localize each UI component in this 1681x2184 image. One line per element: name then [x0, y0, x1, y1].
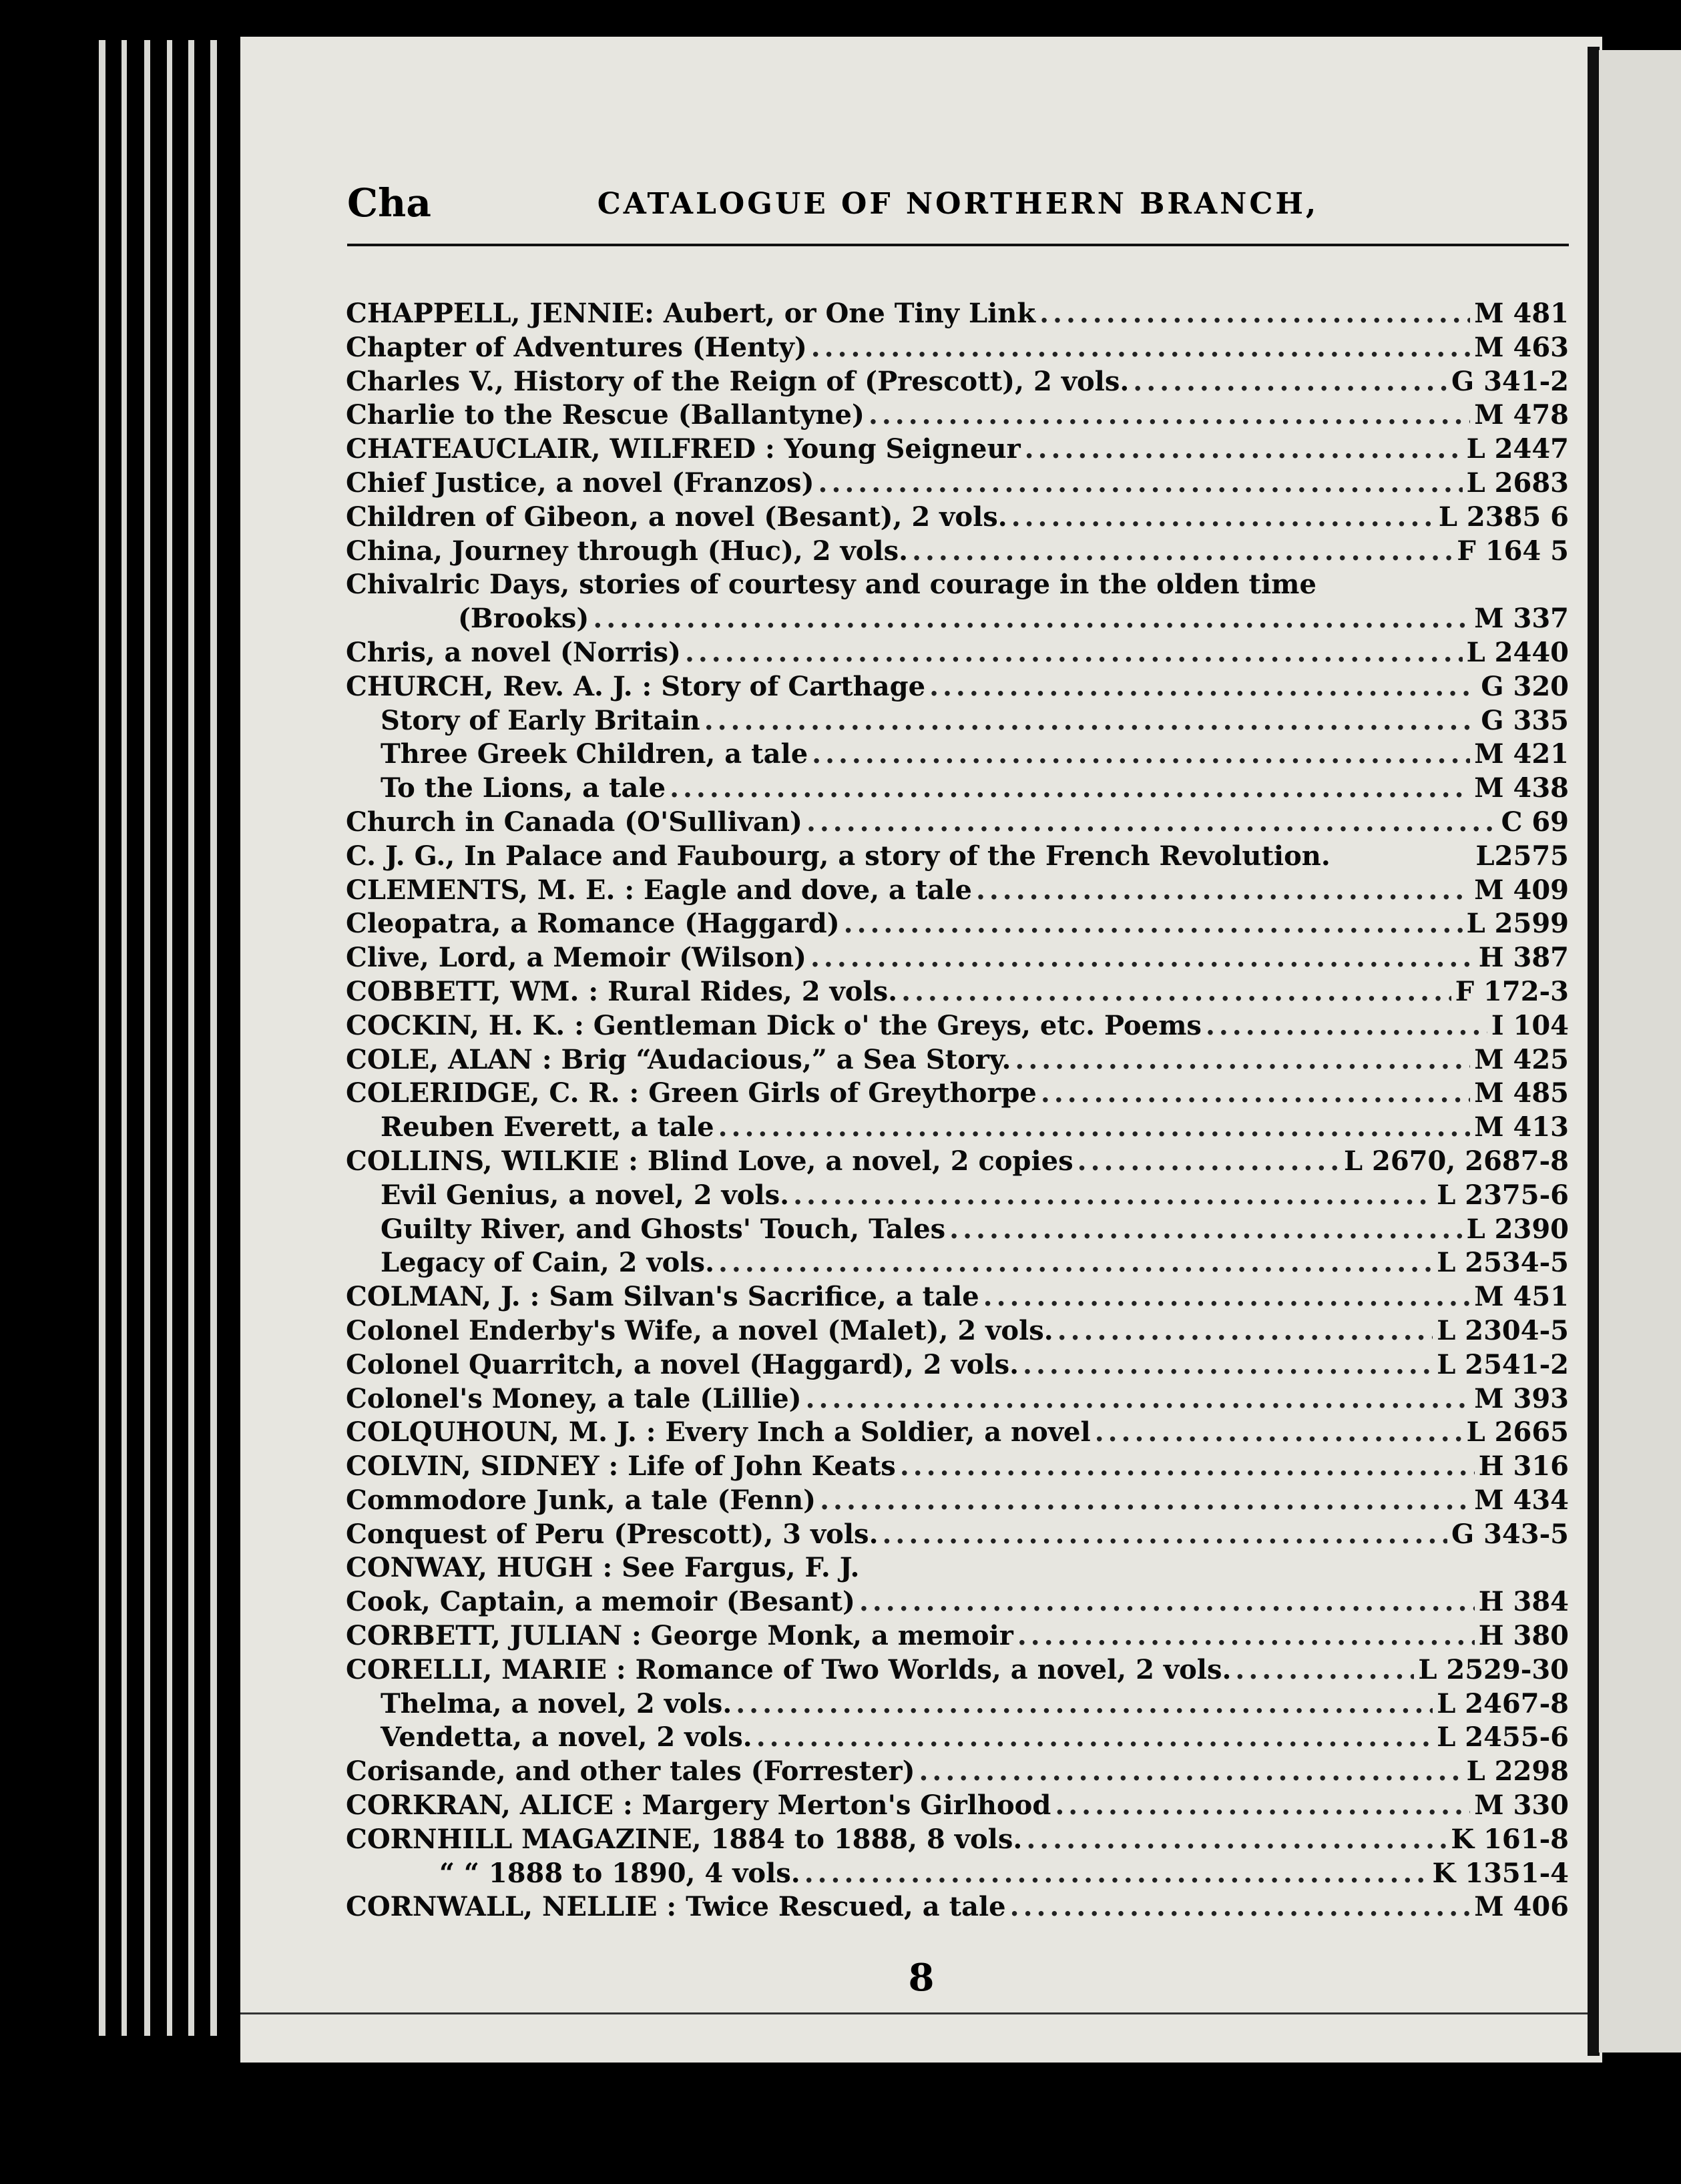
- shelf-number: K 1351-4: [1432, 1857, 1569, 1889]
- shelf-number: M 478: [1474, 399, 1569, 431]
- shelf-number: L 2390: [1466, 1213, 1569, 1245]
- shelf-number: L 2304-5: [1437, 1314, 1569, 1346]
- catalogue-entry: [346, 1755, 1569, 1789]
- catalogue-entry: [346, 1009, 1569, 1043]
- dot-leader: [929, 670, 1477, 704]
- catalogue-entry: [346, 331, 1569, 365]
- entry-title: Cook, Captain, a memoir (Besant): [346, 1586, 855, 1618]
- shelf-number: L 2298: [1466, 1755, 1569, 1788]
- entry-title: Clive, Lord, a Memoir (Wilson): [346, 942, 806, 974]
- entry-title: Church in Canada (O'Sullivan): [346, 806, 802, 838]
- catalogue-entry: [346, 1789, 1569, 1823]
- shelf-number: L 2670, 2687-8: [1344, 1145, 1569, 1177]
- entry-title: COLQUHOUN, M. J. : Every Inch a Soldier, a novel: [346, 1416, 1091, 1448]
- dot-leader: [1010, 1890, 1471, 1924]
- shelf-number: M 421: [1474, 738, 1569, 770]
- entry-title: Vendetta, a novel, 2 vols.: [381, 1721, 752, 1753]
- dot-leader: [1017, 1619, 1475, 1653]
- catalogue-entry: [346, 1721, 1569, 1755]
- shelf-number: L 2440: [1466, 636, 1569, 668]
- dot-leader: [1206, 1009, 1487, 1043]
- shelf-number: G 320: [1481, 670, 1569, 702]
- shelf-number: L 2385 6: [1438, 501, 1569, 533]
- entry-title: Guilty River, and Ghosts' Touch, Tales: [381, 1213, 946, 1245]
- dot-leader: [919, 1755, 1463, 1789]
- entry-title: CHATEAUCLAIR, WILFRED : Young Seigneur: [346, 433, 1021, 465]
- shelf-number: M 451: [1474, 1281, 1569, 1313]
- dot-leader: [869, 398, 1470, 433]
- catalogue-entry: [346, 297, 1569, 331]
- catalogue-entry: [346, 1551, 1569, 1585]
- dot-leader: [883, 1518, 1447, 1552]
- catalogue-entry: [346, 1823, 1569, 1857]
- shelf-number: M 413: [1474, 1111, 1569, 1143]
- catalogue-entry: [346, 738, 1569, 772]
- dot-leader: [718, 1111, 1471, 1145]
- entry-title: Reuben Everett, a tale: [381, 1111, 714, 1143]
- shelf-number: L 2529-30: [1418, 1653, 1569, 1685]
- shelf-number: G 335: [1481, 704, 1569, 736]
- shelf-number: H 384: [1478, 1586, 1569, 1618]
- dot-leader: [1041, 1077, 1470, 1111]
- dot-leader: [736, 1687, 1433, 1721]
- catalogue-entry: [346, 941, 1569, 975]
- header-rule: [347, 244, 1569, 246]
- entry-title: Children of Gibeon, a novel (Besant), 2 vols.: [346, 501, 1007, 533]
- entry-title: C. J. G., In Palace and Faubourg, a story of the French Revolution.: [346, 840, 1331, 872]
- dot-leader: [793, 1179, 1433, 1213]
- shelf-number: F 172-3: [1455, 975, 1569, 1007]
- shelf-number: G 341-2: [1451, 365, 1569, 397]
- entry-title: COLE, ALAN : Brig “Audacious,” a Sea Story.: [346, 1043, 1011, 1075]
- entry-title: Chivalric Days, stories of courtesy and courage in the olden time: [346, 569, 1316, 601]
- shelf-number: H 387: [1478, 942, 1569, 974]
- catalogue-entry: [346, 568, 1569, 602]
- shelf-number: L 2599: [1466, 908, 1569, 940]
- dot-leader: [900, 1450, 1475, 1484]
- shelf-number: M 481: [1474, 298, 1569, 329]
- entry-title: Chris, a novel (Norris): [346, 636, 681, 668]
- entry-title: CONWAY, HUGH : See Fargus, F. J.: [346, 1552, 860, 1584]
- shelf-number: M 425: [1474, 1043, 1569, 1075]
- catalogue-entry: [346, 1382, 1569, 1416]
- shelf-number: G 343-5: [1451, 1518, 1569, 1550]
- dot-leader: [1095, 1416, 1463, 1450]
- entry-title: Colonel Quarritch, a novel (Haggard), 2 vols.: [346, 1348, 1019, 1380]
- entry-title: CLEMENTS, M. E. : Eagle and dove, a tale: [346, 874, 972, 906]
- dot-leader: [718, 1246, 1433, 1280]
- dot-leader: [901, 975, 1451, 1009]
- entry-title: COLMAN, J. : Sam Silvan's Sacrifice, a tale: [346, 1281, 979, 1313]
- catalogue-entry: [346, 636, 1569, 670]
- page-gutter: [1588, 47, 1600, 2056]
- catalogue-entry: [346, 704, 1569, 738]
- entry-title: Story of Early Britain: [381, 704, 700, 736]
- entry-title: Thelma, a novel, 2 vols.: [381, 1687, 732, 1719]
- catalogue-entry: [346, 398, 1569, 433]
- shelf-number: M 330: [1474, 1790, 1569, 1822]
- entry-title: CHURCH, Rev. A. J. : Story of Carthage: [346, 670, 926, 702]
- catalogue-entry: [346, 1043, 1569, 1077]
- catalogue-entry: [346, 907, 1569, 941]
- shelf-number: M 485: [1474, 1077, 1569, 1109]
- entry-title: COLLINS, WILKIE : Blind Love, a novel, 2 copies: [346, 1145, 1073, 1177]
- shelf-number: L 2541-2: [1437, 1348, 1569, 1380]
- catalogue-entry: [346, 1857, 1569, 1891]
- dot-leader: [670, 772, 1470, 806]
- entry-title: Evil Genius, a novel, 2 vols.: [381, 1179, 790, 1211]
- catalogue-entry: [346, 975, 1569, 1009]
- entry-title: Three Greek Children, a tale: [381, 738, 808, 770]
- shelf-number: L 2683: [1466, 467, 1569, 499]
- entry-title: CHAPPELL, JENNIE: Aubert, or One Tiny Link: [346, 298, 1036, 329]
- catalogue-entry: [346, 1416, 1569, 1450]
- entry-title: Chapter of Adventures (Henty): [346, 331, 807, 363]
- entry-title: Legacy of Cain, 2 vols.: [381, 1247, 714, 1279]
- shelf-number: K 161-8: [1451, 1823, 1569, 1855]
- catalogue-entry: [346, 1213, 1569, 1247]
- catalogue-entry: [346, 1077, 1569, 1111]
- dot-leader: [1133, 365, 1447, 399]
- catalogue-entry: [346, 1619, 1569, 1653]
- dot-leader: [756, 1721, 1433, 1755]
- bottom-rule: [240, 2012, 1602, 2014]
- dot-leader: [1235, 1653, 1414, 1687]
- shelf-number: L 2447: [1466, 433, 1569, 465]
- dot-leader: [859, 1585, 1475, 1619]
- entry-title: Charles V., History of the Reign of (Prescott), 2 vols.: [346, 365, 1130, 397]
- shelf-number: M 434: [1474, 1484, 1569, 1516]
- entry-title: China, Journey through (Huc), 2 vols.: [346, 535, 909, 567]
- page-title: CATALOGUE OF NORTHERN BRANCH,: [597, 187, 1319, 221]
- catalogue-entry: [346, 1179, 1569, 1213]
- catalogue-entry: [346, 1585, 1569, 1619]
- dot-leader: [593, 602, 1470, 636]
- entry-title: COLERIDGE, C. R. : Green Girls of Greythorpe: [346, 1077, 1037, 1109]
- page-header: [347, 180, 1569, 254]
- dot-leader: [1026, 1823, 1447, 1857]
- shelf-number: L 2665: [1466, 1416, 1569, 1448]
- dot-leader: [912, 535, 1453, 569]
- entry-title: CORNWALL, NELLIE : Twice Rescued, a tale: [346, 1891, 1006, 1923]
- entry-title: Chief Justice, a novel (Franzos): [346, 467, 814, 499]
- entry-title: CORNHILL MAGAZINE, 1884 to 1888, 8 vols.: [346, 1823, 1023, 1855]
- catalogue-entry: [346, 806, 1569, 840]
- dot-leader: [1011, 501, 1435, 535]
- entry-title: (Brooks): [458, 603, 589, 635]
- catalogue-entry: [346, 1518, 1569, 1552]
- shelf-number: M 409: [1474, 874, 1569, 906]
- shelf-number: M 393: [1474, 1382, 1569, 1414]
- entry-title: COBBETT, WM. : Rural Rides, 2 vols.: [346, 975, 898, 1007]
- dot-leader: [1023, 1348, 1433, 1382]
- entry-title: To the Lions, a tale: [381, 772, 666, 804]
- catalogue-entry: [346, 1653, 1569, 1687]
- shelf-number: M 463: [1474, 331, 1569, 363]
- catalogue-entry: [346, 501, 1569, 535]
- shelf-number: L 2375-6: [1437, 1179, 1569, 1211]
- entry-title: “ “ 1888 to 1890, 4 vols.: [439, 1857, 800, 1889]
- shelf-number: C 69: [1501, 806, 1569, 838]
- shelf-number: L 2467-8: [1437, 1687, 1569, 1719]
- shelf-number: H 316: [1478, 1450, 1569, 1482]
- catalogue-page: [240, 37, 1602, 2063]
- dot-leader: [1055, 1789, 1470, 1823]
- catalogue-entry: [346, 1890, 1569, 1924]
- entry-title: CORBETT, JULIAN : George Monk, a memoir: [346, 1620, 1013, 1652]
- dot-leader: [976, 874, 1470, 908]
- shelf-number: L 2534-5: [1437, 1247, 1569, 1279]
- dot-leader: [1015, 1043, 1470, 1077]
- catalogue-entry: [346, 1484, 1569, 1518]
- shelf-number: L 2455-6: [1437, 1721, 1569, 1753]
- shelf-number: F 164 5: [1457, 535, 1569, 567]
- catalogue-entry: [346, 1687, 1569, 1721]
- dot-leader: [806, 1382, 1471, 1416]
- dot-leader: [812, 738, 1470, 772]
- dot-leader: [1077, 1145, 1340, 1179]
- entry-title: Cleopatra, a Romance (Haggard): [346, 908, 840, 940]
- catalogue-entry: [346, 1314, 1569, 1348]
- catalogue-entry: [346, 602, 1569, 636]
- entry-title: COCKIN, H. K. : Gentleman Dick o' the Greys, etc. Poems: [346, 1009, 1202, 1041]
- shelf-number: I 104: [1491, 1009, 1569, 1041]
- book-page-edges: [87, 40, 240, 2036]
- entry-title: CORELLI, MARIE : Romance of Two Worlds, a novel, 2 vols.: [346, 1653, 1232, 1685]
- entry-title: Charlie to the Rescue (Ballantyne): [346, 399, 865, 431]
- catalogue-entry: [346, 1450, 1569, 1484]
- page-number: 8: [908, 1956, 935, 2000]
- catalogue-entry: [346, 1280, 1569, 1314]
- catalogue-entry: [346, 1145, 1569, 1179]
- catalogue-entry: [346, 874, 1569, 908]
- dot-leader: [704, 704, 1477, 738]
- dot-leader: [811, 331, 1471, 365]
- entry-title: Corisande, and other tales (Forrester): [346, 1755, 915, 1788]
- catalogue-entry: [346, 365, 1569, 399]
- dot-leader: [685, 636, 1463, 670]
- catalogue-entry: [346, 772, 1569, 806]
- dot-leader: [1057, 1314, 1433, 1348]
- dot-leader: [818, 467, 1463, 501]
- catalogue-entry-list: [346, 297, 1569, 1924]
- catalogue-entry: [346, 433, 1569, 467]
- dot-leader: [810, 941, 1475, 975]
- entry-title: Commodore Junk, a tale (Fenn): [346, 1484, 816, 1516]
- shelf-number: M 406: [1474, 1891, 1569, 1923]
- shelf-number: M 438: [1474, 772, 1569, 804]
- entry-title: COLVIN, SIDNEY : Life of John Keats: [346, 1450, 896, 1482]
- dot-leader: [983, 1280, 1471, 1314]
- catalogue-entry: [346, 467, 1569, 501]
- dot-leader: [804, 1857, 1429, 1891]
- shelf-number: H 380: [1478, 1620, 1569, 1652]
- catalogue-entry: [346, 670, 1569, 704]
- dot-leader: [806, 806, 1497, 840]
- catalogue-entry: [346, 535, 1569, 569]
- section-marker: Cha: [347, 180, 431, 226]
- catalogue-entry: [346, 1246, 1569, 1280]
- shelf-number: L2575: [1475, 840, 1569, 872]
- entry-title: CORKRAN, ALICE : Margery Merton's Girlhood: [346, 1790, 1051, 1822]
- entry-title: Colonel's Money, a tale (Lillie): [346, 1382, 802, 1414]
- shelf-number: M 337: [1474, 603, 1569, 635]
- entry-title: Conquest of Peru (Prescott), 3 vols.: [346, 1518, 879, 1550]
- adjacent-page-edge: [1599, 50, 1681, 2053]
- dot-leader: [949, 1213, 1462, 1247]
- catalogue-entry: [346, 1111, 1569, 1145]
- dot-leader: [844, 907, 1463, 941]
- dot-leader: [1039, 297, 1470, 331]
- catalogue-entry: [346, 1348, 1569, 1382]
- dot-leader: [1025, 433, 1463, 467]
- entry-title: Colonel Enderby's Wife, a novel (Malet), 2 vols.: [346, 1314, 1053, 1346]
- dot-leader: [820, 1484, 1470, 1518]
- catalogue-entry: [346, 840, 1569, 874]
